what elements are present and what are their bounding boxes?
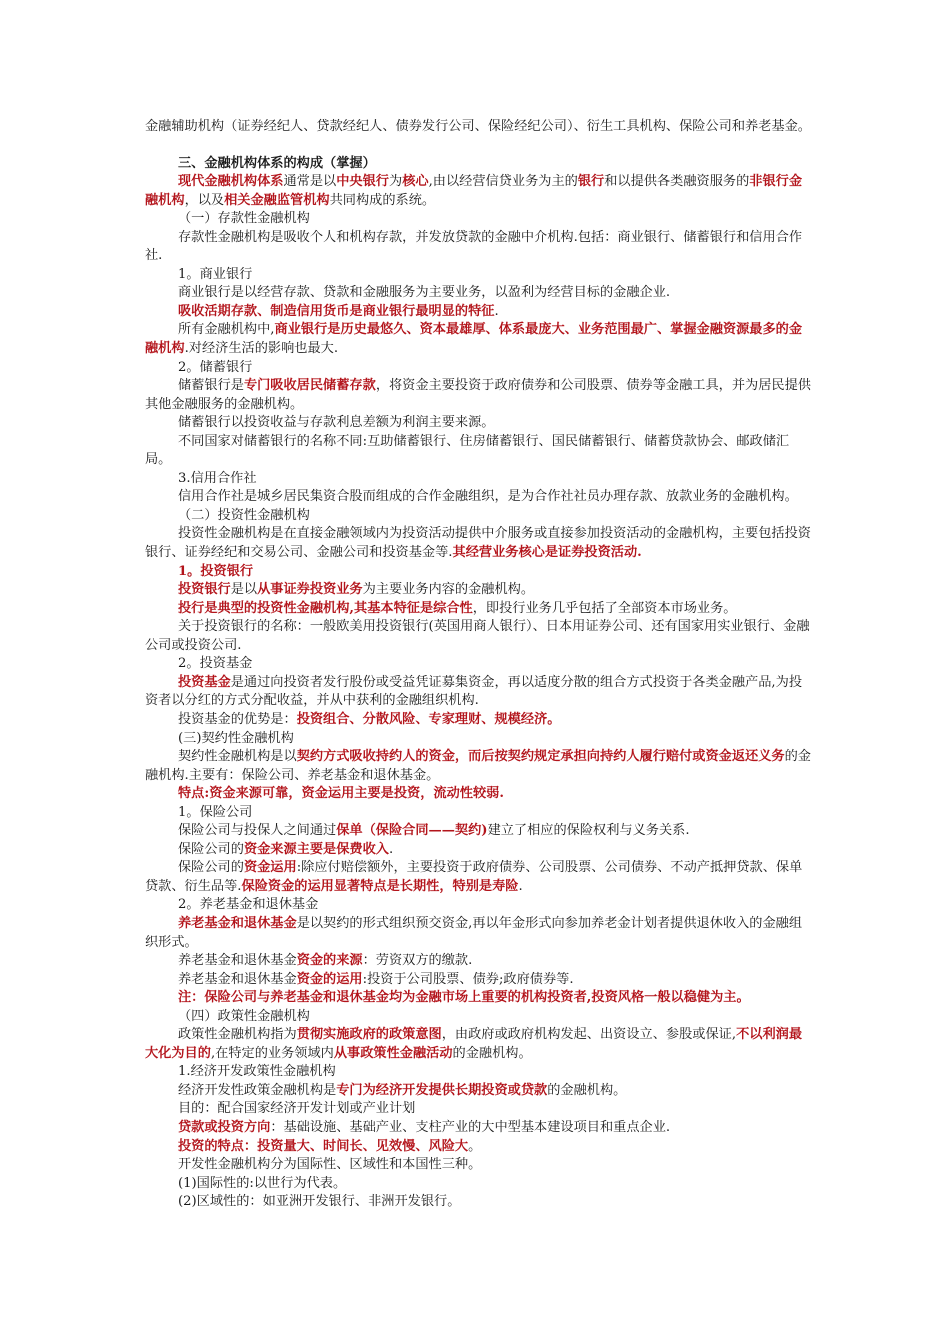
text-run: 是通过向投资者发行股份或受益凭证募集资金，再以适度分散的组合方式投资于各类金融产品,为投资者以分红的方式分配收益，并从中获利的金融组织机构. — [145, 674, 803, 709]
text-run: . — [518, 878, 523, 894]
highlighted-text: 资金的来源 — [296, 953, 363, 969]
paragraph — [145, 989, 815, 1008]
document-body — [145, 118, 815, 1212]
text-run: 契约性金融机构是以 — [178, 749, 297, 765]
highlighted-text: 养老基金和退休基金 — [178, 915, 297, 931]
highlighted-text: 投资组合、分散风险、专家理财、规模经济。 — [296, 711, 561, 727]
text-run: :投资于公司股票、债券;政府债券等. — [362, 971, 574, 987]
text-run: 1。商业银行 — [178, 266, 253, 282]
paragraph — [145, 1082, 815, 1101]
paragraph — [145, 470, 815, 489]
text-run: 存款性金融机构是吸收个人和机构存款，并发放贷款的金融中介机构.包括：商业银行、储蓄银行和信用合作社. — [145, 229, 803, 264]
paragraph — [145, 1026, 815, 1063]
text-run: 2。投资基金 — [178, 656, 253, 672]
paragraph — [145, 173, 815, 210]
text-run: 开发性金融机构分为国际性、区域性和本国性三种。 — [178, 1157, 482, 1173]
highlighted-text: 1。投资银行 — [178, 563, 254, 579]
highlighted-text: 银行 — [577, 174, 605, 190]
paragraph — [145, 266, 815, 285]
paragraph — [145, 155, 815, 174]
text-run: 投资基金的优势是： — [178, 711, 297, 727]
paragraph — [145, 1156, 815, 1175]
highlighted-text: 现代金融机构体系 — [178, 174, 284, 190]
text-run: 1.经济开发政策性金融机构 — [178, 1064, 336, 1080]
highlighted-text: 资金运用 — [243, 860, 297, 876]
highlighted-text: 商业银行是历史最悠久、资本最雄厚、体系最庞大、业务范围最广、掌握金融资源最多的金融机构 — [145, 322, 803, 357]
highlighted-text: 专门吸收居民储蓄存款 — [243, 378, 376, 394]
text-run: 养老基金和退休基金 — [178, 953, 297, 969]
text-run: . — [389, 841, 394, 857]
text-run: . — [494, 303, 499, 319]
text-run: 所有金融机构中, — [178, 322, 275, 338]
paragraph — [145, 655, 815, 674]
text-run: （四）政策性金融机构 — [178, 1008, 310, 1024]
text-run: ，以及 — [184, 192, 225, 208]
highlighted-text: 不以利润最大化为目的 — [145, 1027, 803, 1061]
highlighted-text: 保单（保险合同——契约) — [336, 823, 488, 839]
highlighted-text: 投资的特点：投资量大、时间长、见效慢、风险大 — [178, 1138, 469, 1154]
paragraph — [145, 433, 815, 470]
text-run: 投资性金融机构是在直接金融领域内为投资活动提供中介服务或直接参加投资活动的金融机构，主要包括投资银行、证券经纪和交易公司、金融公司和投资基金等. — [145, 526, 811, 561]
text-run: 的金融机构。 — [547, 1082, 627, 1098]
paragraph — [145, 822, 815, 841]
text-run: (三)契约性金融机构 — [178, 730, 294, 746]
text-run: （一）存款性金融机构 — [178, 211, 310, 227]
highlighted-text: 资金的运用 — [296, 971, 363, 987]
paragraph — [145, 210, 815, 229]
paragraph — [145, 1100, 815, 1119]
text-run: ：劳资双方的缴款. — [362, 953, 473, 969]
text-run: 和以提供各类融资服务的 — [604, 174, 750, 190]
highlighted-text: 中央银行 — [336, 174, 389, 190]
paragraph — [145, 581, 815, 600]
text-run: ,在特定的业务领域内 — [210, 1045, 334, 1061]
highlighted-text: 契约方式吸收持约人的资金，而后按契约规定承担向持约人履行赔付或资金返还义务 — [296, 749, 785, 765]
text-run: 经济开发性政策金融机构是 — [178, 1082, 337, 1098]
text-run: 商业银行是以经营存款、贷款和金融服务为主要业务，以盈利为经营目标的金融企业. — [178, 285, 671, 301]
highlighted-text: 投资银行 — [178, 582, 231, 598]
highlighted-text: 核心 — [402, 174, 429, 190]
paragraph — [145, 600, 815, 619]
paragraph — [145, 284, 815, 303]
highlighted-text: 投资基金 — [178, 674, 231, 690]
paragraph — [145, 730, 815, 749]
highlighted-text: 资金来源主要是保费收入 — [243, 841, 389, 857]
paragraph — [145, 377, 815, 414]
paragraph — [145, 303, 815, 322]
text-run: 保险公司的 — [178, 841, 244, 857]
text-run: 养老基金和退休基金 — [178, 971, 297, 987]
paragraph-spacer — [145, 137, 815, 155]
text-run: ：基础设施、基础产业、支柱产业的大中型基本建设项目和重点企业. — [270, 1119, 671, 1135]
text-run: 储蓄银行以投资收益与存款利息差额为利润主要来源。 — [178, 415, 495, 431]
text-run: 1。保险公司 — [178, 804, 253, 820]
paragraph — [145, 118, 815, 137]
text-run: ，即投行业务几乎包括了全部资本市场业务。 — [472, 600, 737, 616]
highlighted-text: 注：保险公司与养老基金和退休基金均为金融市场上重要的机构投资者,投资风格一般以稳健为主。 — [178, 990, 750, 1006]
highlighted-text: 其经营业务核心是证券投资活动. — [452, 545, 642, 561]
paragraph — [145, 1193, 815, 1212]
paragraph — [145, 488, 815, 507]
paragraph — [145, 804, 815, 823]
text-run: 是以契约的形式组织预交资金,再以年金形式向参加养老金计划者提供退休收入的金融组织形式。 — [145, 915, 803, 950]
highlighted-text: 从事政策性金融活动 — [333, 1045, 453, 1061]
paragraph — [145, 1063, 815, 1082]
text-run: 政策性金融机构指为 — [178, 1027, 297, 1043]
highlighted-text: 专门为经济开发提供长期投资或贷款 — [336, 1082, 548, 1098]
paragraph — [145, 711, 815, 730]
paragraph — [145, 1138, 815, 1157]
text-run: 不同国家对储蓄银行的名称不同:互助储蓄银行、住房储蓄银行、国民储蓄银行、储蓄贷款协会、邮政储汇局。 — [145, 433, 790, 468]
section-heading: 三、金融机构体系的构成（掌握） — [178, 155, 376, 171]
text-run: 保险公司与投保人之间通过 — [178, 823, 337, 839]
paragraph — [145, 896, 815, 915]
paragraph — [145, 618, 815, 655]
text-run: （二）投资性金融机构 — [178, 507, 310, 523]
text-run: 3.信用合作社 — [178, 470, 257, 486]
paragraph — [145, 1119, 815, 1138]
highlighted-text: 从事证券投资业务 — [257, 582, 363, 598]
paragraph — [145, 915, 815, 952]
paragraph — [145, 507, 815, 526]
text-run: ，将资金主要投资于政府债券和公司股票、债券等金融工具，并为居民提供其他金融服务的金融机构。 — [145, 378, 811, 412]
paragraph — [145, 563, 815, 582]
paragraph — [145, 525, 815, 562]
text-run: ,由以经营信贷业务为主的 — [428, 174, 578, 190]
highlighted-text: 投行是典型的投资性金融机构,其基本特征是综合性 — [178, 600, 473, 616]
paragraph — [145, 359, 815, 378]
highlighted-text: 特点:资金来源可靠，资金运用主要是投资，流动性较弱. — [178, 786, 504, 802]
paragraph — [145, 971, 815, 990]
text-run: 储蓄银行是 — [178, 378, 244, 394]
text-run: (2)区域性的：如亚洲开发银行、非洲开发银行。 — [178, 1194, 461, 1210]
paragraph — [145, 748, 815, 785]
text-run: 目的：配合国家经济开发计划或产业计划 — [178, 1101, 416, 1117]
text-run: ，由政府或政府机构发起、出资设立、参股或保证, — [441, 1027, 737, 1043]
text-run: :除应付赔偿额外，主要投资于政府债券、公司股票、公司债券、不动产抵押贷款、保单贷款、衍生品等. — [145, 860, 803, 894]
text-run: 是以 — [230, 582, 258, 598]
paragraph — [145, 674, 815, 711]
text-run: 金融辅助机构（证券经纪人、贷款经纪人、债券发行公司、保险经纪公司）、衍生工具机构、保险公司和养老基金。 — [145, 119, 811, 134]
text-run: 为主要业务内容的金融机构。 — [362, 582, 535, 598]
text-run: 2。养老基金和退休基金 — [178, 897, 319, 913]
text-run: 关于投资银行的名称：一般欧美用投资银行(英国用商人银行）、日本用证券公司、还有国家用实业银行、金融公司或投资公司. — [145, 619, 810, 653]
paragraph — [145, 785, 815, 804]
text-run: 信用合作社是城乡居民集资合股而组成的合作金融组织，是为合作社社员办理存款、放款业务的金融机构。 — [178, 489, 798, 505]
text-run: 保险公司的 — [178, 860, 244, 876]
paragraph — [145, 1175, 815, 1194]
text-run: 。 — [468, 1138, 482, 1154]
text-run: (1)国际性的:以世行为代表。 — [178, 1175, 347, 1191]
text-run: 建立了相应的保险权利与义务关系. — [487, 823, 690, 839]
highlighted-text: 贯彻实施政府的政策意图 — [296, 1027, 442, 1043]
paragraph — [145, 859, 815, 896]
highlighted-text: 非银行金融机构 — [145, 174, 803, 208]
paragraph — [145, 841, 815, 860]
text-run: 的金融机构.主要有：保险公司、养老基金和退休基金。 — [145, 749, 811, 783]
highlighted-text: 相关金融监管机构 — [224, 192, 330, 208]
text-run: 通常是以 — [283, 174, 337, 190]
paragraph — [145, 229, 815, 266]
text-run: .对经济生活的影响也最大. — [184, 341, 339, 357]
highlighted-text: 保险资金的运用显著特点是长期性，特别是寿险 — [241, 878, 519, 894]
paragraph — [145, 414, 815, 433]
text-run: 共同构成的系统。 — [329, 192, 436, 208]
highlighted-text: 吸收活期存款、制造信用货币是商业银行最明显的特征 — [178, 303, 495, 319]
highlighted-text: 贷款或投资方向 — [178, 1119, 271, 1135]
text-run: 的金融机构。 — [452, 1045, 532, 1061]
paragraph — [145, 1008, 815, 1027]
paragraph — [145, 952, 815, 971]
paragraph — [145, 321, 815, 358]
text-run: 为 — [389, 174, 403, 190]
text-run: 2。储蓄银行 — [178, 359, 253, 375]
